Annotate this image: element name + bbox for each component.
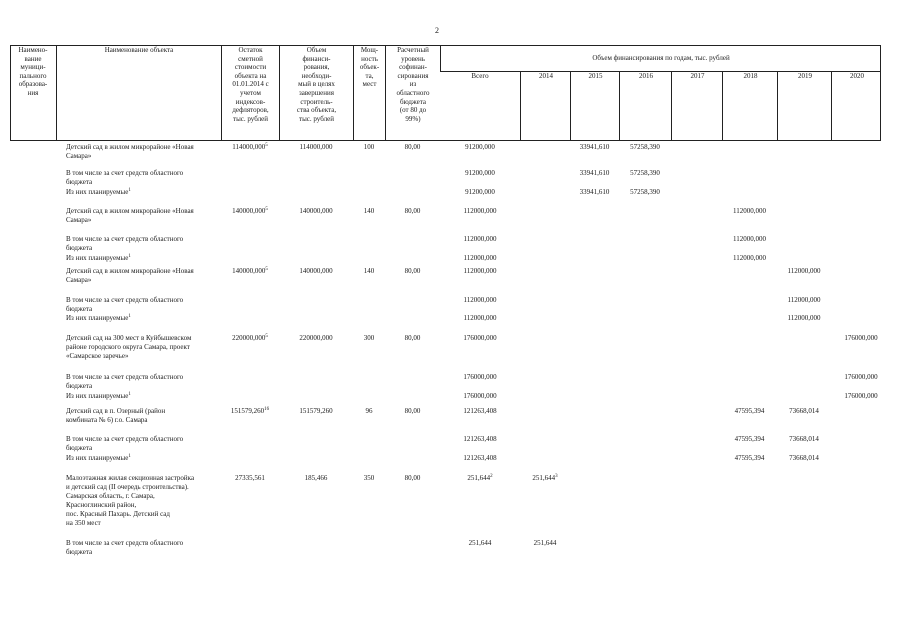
header-year-2015: 2015	[570, 72, 620, 141]
row-cell-remaining: 140000,000$^5$	[232, 267, 268, 275]
header-year-2018: 2018	[722, 72, 778, 141]
row-cell-total: 91200,000	[465, 169, 495, 177]
row-object-name: В том числе за счет средств областного бюджета	[66, 235, 184, 252]
row-cell-total: 176000,000	[463, 373, 497, 381]
row-object-name: Из них планируемые$^1$	[66, 188, 131, 196]
row-cell-capacity: 140	[363, 207, 375, 215]
row-cell-y2019: 112000,000	[787, 296, 821, 304]
row-object-name: В том числе за счет средств областного бюджета	[66, 539, 184, 556]
row-cell-total: 112000,000	[463, 267, 497, 275]
row-cell-total: 176000,000	[463, 334, 497, 342]
table-header	[10, 45, 881, 141]
row-cell-y2020: 176000,000	[844, 392, 878, 400]
row-object-name: Из них планируемые$^1$	[66, 314, 131, 322]
header-object: Наименование объекта	[56, 45, 221, 141]
row-cell-total: 112000,000	[463, 207, 497, 215]
header-year-2016: 2016	[619, 72, 672, 141]
row-cell-capacity: 300	[363, 334, 375, 342]
header-year-2019: 2019	[777, 72, 832, 141]
header-year-Всего: Всего	[471, 72, 489, 80]
row-cell-level: 80,00	[404, 143, 421, 151]
row-cell-total: 121263,408	[463, 407, 497, 415]
header-level: Расчетный уровень софинан- сирования из областного бюджета (от 80 до 99%)	[385, 45, 440, 141]
row-cell-volume: 140000,000	[299, 207, 333, 215]
row-cell-capacity: 350	[363, 474, 375, 482]
row-cell-y2019: 73668,014	[789, 454, 819, 462]
row-cell-y2015: 33941,610	[579, 188, 610, 196]
row-cell-level: 80,00	[404, 407, 421, 415]
row-object-name: Малоэтажная жилая секционная застройка и детский сад (II очередь строительства). Самарская область, г. Самара, Красноглинский район, пос. Красный Пахарь. Детский сад на 350 мест	[66, 474, 195, 527]
row-object-name: Детский сад в жилом микрорайоне «Новая Самара»	[66, 207, 194, 224]
header-year-2020: 2020	[831, 72, 882, 141]
row-cell-volume: 220000,000	[299, 334, 333, 342]
row-cell-y2015: 33941,610	[579, 169, 610, 177]
header-mo: Наимено- вание муници- пального образова- ния	[18, 46, 48, 97]
row-object-name: Детский сад в жилом микрорайоне «Новая Самара»	[66, 143, 194, 160]
row-cell-total: 112000,000	[463, 235, 497, 243]
page-number: 2	[435, 26, 439, 35]
row-cell-level: 80,00	[404, 474, 421, 482]
row-cell-remaining: 220000,000$^5$	[232, 334, 268, 342]
row-object-name: Из них планируемые$^1$	[66, 392, 131, 400]
row-cell-total: 121263,408	[463, 454, 497, 462]
row-cell-volume: 140000,000	[299, 267, 333, 275]
row-cell-remaining: 27335,561	[235, 474, 265, 482]
row-cell-y2019: 73668,014	[789, 407, 819, 415]
row-cell-y2015: 33941,610	[579, 143, 610, 151]
row-cell-level: 80,00	[404, 267, 421, 275]
row-cell-y2018: 47595,394	[734, 435, 765, 443]
row-cell-total: 112000,000	[463, 296, 497, 304]
header-volume: Объем финанси- рования, необходи- мый в целях завершения строитель- ства объекта, тыс. рублей	[279, 45, 353, 141]
row-cell-volume: 151579,260	[299, 407, 333, 415]
row-cell-y2018: 112000,000	[733, 235, 766, 243]
row-cell-total: 251,644$^2$	[467, 474, 493, 482]
row-cell-level: 80,00	[404, 334, 421, 342]
row-object-name: В том числе за счет средств областного бюджета	[66, 373, 184, 390]
row-cell-y2019: 73668,014	[789, 435, 819, 443]
row-cell-y2018: 112000,000	[733, 207, 766, 215]
row-object-name: Из них планируемые$^1$	[66, 254, 131, 262]
row-object-name: В том числе за счет средств областного бюджета	[66, 169, 184, 186]
row-object-name: В том числе за счет средств областного бюджета	[66, 296, 184, 313]
row-cell-total: 176000,000	[463, 392, 497, 400]
header-financing: Объем финансирования по годам, тыс. рублей	[440, 45, 881, 71]
row-object-name: В том числе за счет средств областного бюджета	[66, 435, 184, 452]
row-object-name: Из них планируемые$^1$	[66, 454, 131, 462]
row-cell-total: 112000,000	[463, 314, 497, 322]
row-cell-remaining: 140000,000$^5$	[232, 207, 268, 215]
row-cell-total: 91200,000	[465, 143, 495, 151]
row-cell-y2014: 251,644$^3$	[532, 474, 558, 482]
row-cell-capacity: 100	[363, 143, 375, 151]
row-cell-remaining: 151579,260$^{16}$	[230, 407, 270, 415]
row-cell-volume: 185,466	[304, 474, 328, 482]
row-cell-total: 91200,000	[465, 188, 495, 196]
row-object-name: Детский сад в п. Озерный (район комбината № 6) г.о. Самара	[66, 407, 166, 424]
row-cell-total: 121263,408	[463, 435, 497, 443]
row-cell-capacity: 96	[365, 407, 373, 415]
header-remaining: Остаток сметной стоимости объекта на 01.01.2014 с учетом индексов- дефляторов, тыс. рублей	[221, 45, 279, 141]
row-cell-y2019: 112000,000	[787, 267, 821, 275]
row-cell-y2020: 176000,000	[844, 334, 878, 342]
row-cell-y2018: 112000,000	[733, 254, 766, 262]
row-cell-volume: 114000,000	[299, 143, 333, 151]
row-cell-y2019: 112000,000	[787, 314, 821, 322]
header-year-2014: 2014	[520, 72, 571, 141]
row-cell-remaining: 114000,000$^5$	[232, 143, 268, 151]
row-cell-y2016: 57258,390	[630, 188, 660, 196]
row-cell-capacity: 140	[363, 267, 375, 275]
row-cell-y2018: 47595,394	[734, 407, 765, 415]
row-cell-total: 112000,000	[463, 254, 497, 262]
row-cell-y2016: 57258,390	[630, 143, 660, 151]
row-cell-y2018: 47595,394	[734, 454, 765, 462]
row-object-name: Детский сад на 300 мест в Куйбышевском районе городского округа Самара, проект «Самарское заречье»	[66, 334, 192, 360]
header-year-2017: 2017	[671, 72, 723, 141]
row-cell-level: 80,00	[404, 207, 421, 215]
row-cell-y2020: 176000,000	[844, 373, 878, 381]
row-cell-total: 251,644	[468, 539, 492, 547]
row-cell-y2014: 251,644	[533, 539, 557, 547]
row-cell-y2016: 57258,390	[630, 169, 660, 177]
header-capacity: Мощ- ность объек- та, мест	[353, 45, 385, 141]
row-object-name: Детский сад в жилом микрорайоне «Новая Самара»	[66, 267, 194, 284]
